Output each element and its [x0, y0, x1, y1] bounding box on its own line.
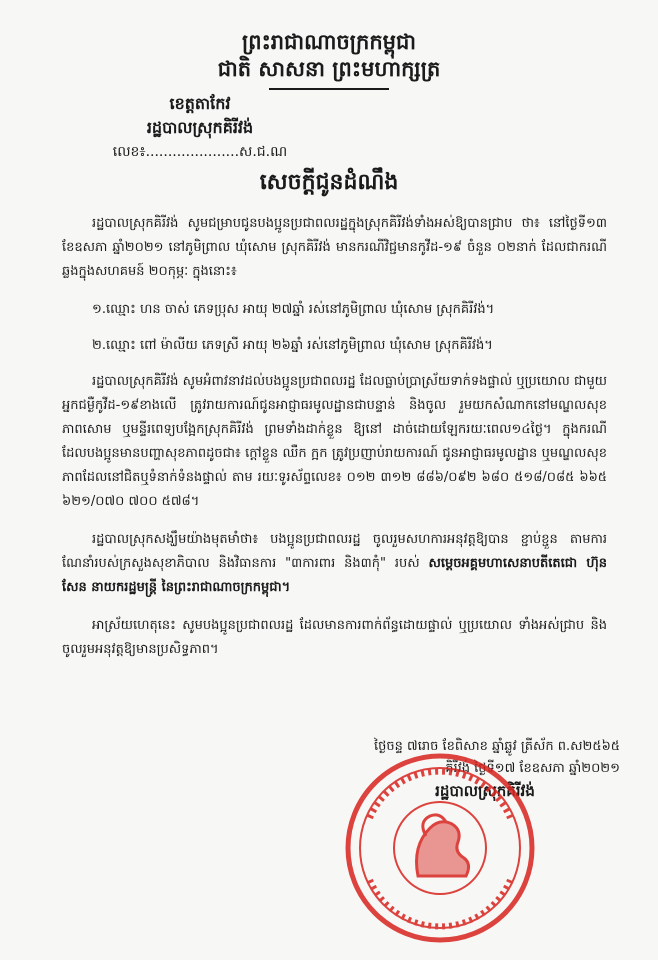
signatory-title: រដ្ឋបាលស្រុកគិរីវង់ [435, 782, 535, 800]
official-seal-icon [340, 748, 540, 948]
issuer-block [70, 92, 330, 164]
lunar-date: ថ្ងៃចន្ទ ៧រោច ខែពិសាខ ឆ្នាំឆ្លូវ ត្រីស័ក ព.ស២៥៦៥ [374, 739, 620, 754]
document-body [62, 212, 607, 676]
national-motto: ជាតិ សាសនា ព្រះមហាក្សត្រ [217, 56, 441, 81]
document-title: សេចក្តីជូនដំណឹង [259, 169, 399, 195]
province-name: ខេត្តតាកែវ [169, 94, 231, 113]
paragraph-announcement: រដ្ឋបាលស្រុកគិរីវង់ សូមជម្រាបជូនបងប្អូនប្រជាពលរដ្ឋក្នុងស្រុកគិរីវង់ទាំងអស់ឱ្យបានជ្រាប ថា៖ នៅថ្ងៃទី១៣ ខែឧសភា ឆ្នាំ២០២១ នៅភូមិព្រាល ឃុំសោម ស្រុកគិរីវង់ មានករណីវិជ្ជមានកូវីដ-១៩ ចំនួន ០២នាក់ ដែលជាករណីឆ្លងក្នុងសហគមន៍ ២០កុម្ភៈ ក្នុងនោះ៖ [62, 216, 607, 279]
royal-header [0, 28, 658, 90]
reference-number: លេខ៖.....................ស.ជ.ណ [112, 144, 288, 160]
solar-date: គិរីវង់ ថ្ងៃទី១៧ ខែឧសភា ឆ្នាំ២០២១ [445, 761, 620, 776]
case-item-2: ២.ឈ្មោះ ពៅ ម៉ាលីយ ភេទស្រី អាយុ ២៦ឆ្នាំ រស់នៅភូមិព្រាល ឃុំសោម ស្រុកគិរីវង់។ [92, 338, 493, 353]
district-administration: រដ្ឋបាលស្រុកគិរីវង់ [146, 118, 254, 137]
leader-name: សម្តេចអគ្គមហាសេនាបតីតេជោ ហ៊ុន សែន នាយករដ្ឋមន្ត្រី នៃព្រះរាជាណាចក្រកម្ពុជា។ [62, 556, 607, 595]
case-item-1: ១.ឈ្មោះ ហន ចាស់ ភេទប្រុស អាយុ ២៧ឆ្នាំ រស់នៅភូមិព្រាល ឃុំសោម ស្រុកគិរីវង់។ [92, 302, 495, 317]
kingdom-title: ព្រះរាជាណាចក្រកម្ពុជា [241, 29, 416, 54]
header-divider [269, 88, 389, 90]
paragraph-appeal: រដ្ឋបាលស្រុកគិរីវង់ សូមអំពាវនាវដល់បងប្អូនប្រជាពលរដ្ឋ ដែលធ្លាប់ប្រាស្រ័យទាក់ទងផ្ទាល់ ឬប្រយោល ជាមួយអ្នកជម្ងឺកូវីដ-១៩ខាងលើ ត្រូវរាយការណ៍ជូនអាជ្ញាធរមូលដ្ឋានជាបន្ទាន់ និងចូល រួមយកសំណាកនៅមណ្ឌលសុខភាពសោម ឬមន្ទីរពេទ្យបង្អែកស្រុកគិរីវង់ ព្រមទាំងដាក់ខ្លួន ឱ្យនៅ ដាច់ដោយឡែករយៈពេល១៤ថ្ងៃ។ ក្នុងករណីដែលបងប្អូនមានបញ្ហាសុខភាពដូចជា៖ ក្តៅខ្លួន ឈឺក ក្អក ត្រូវប្រញាប់រាយការណ៍ ជូនអាជ្ញាធរមូលដ្ឋាន ឬមណ្ឌលសុខភាពដែលនៅជិតឬទំនាក់ទំនងផ្ទាល់ តាម រយៈទូរស័ព្ទលេខ៖ ០១២ ៣១២ ៨៨៦/០៩២ ៦៨០ ៥១៨/០៨៥ ៦៦៥ ៦២១/០៧០ ៧០០ ៥៧៨។ [62, 374, 607, 509]
cooperation-text: រដ្ឋបាលស្រុកសង្ឃឹមយ៉ាងមុតមាំថា៖ បងប្អូនប្រជាពលរដ្ឋ ចូលរួមសហការអនុវត្តឱ្យបាន ខ្ជាប់ខ្ជួន តាមការណែនាំរបស់ក្រសួងសុខាភិបាល និងវិធានការ "៣ការពារ និង៣កុំ" របស់ [62, 532, 607, 571]
paragraph-cooperation [62, 528, 607, 600]
paragraph-conclusion: អាស្រ័យហេតុនេះ សូមបងប្អូនប្រជាពលរដ្ឋ ដែលមានការពាក់ព័ន្ធដោយផ្ទាល់ ឬប្រយោល ទាំងអស់ជ្រាប និងចូលរួមអនុវត្តឱ្យមានប្រសិទ្ធភាព។ [62, 618, 607, 657]
